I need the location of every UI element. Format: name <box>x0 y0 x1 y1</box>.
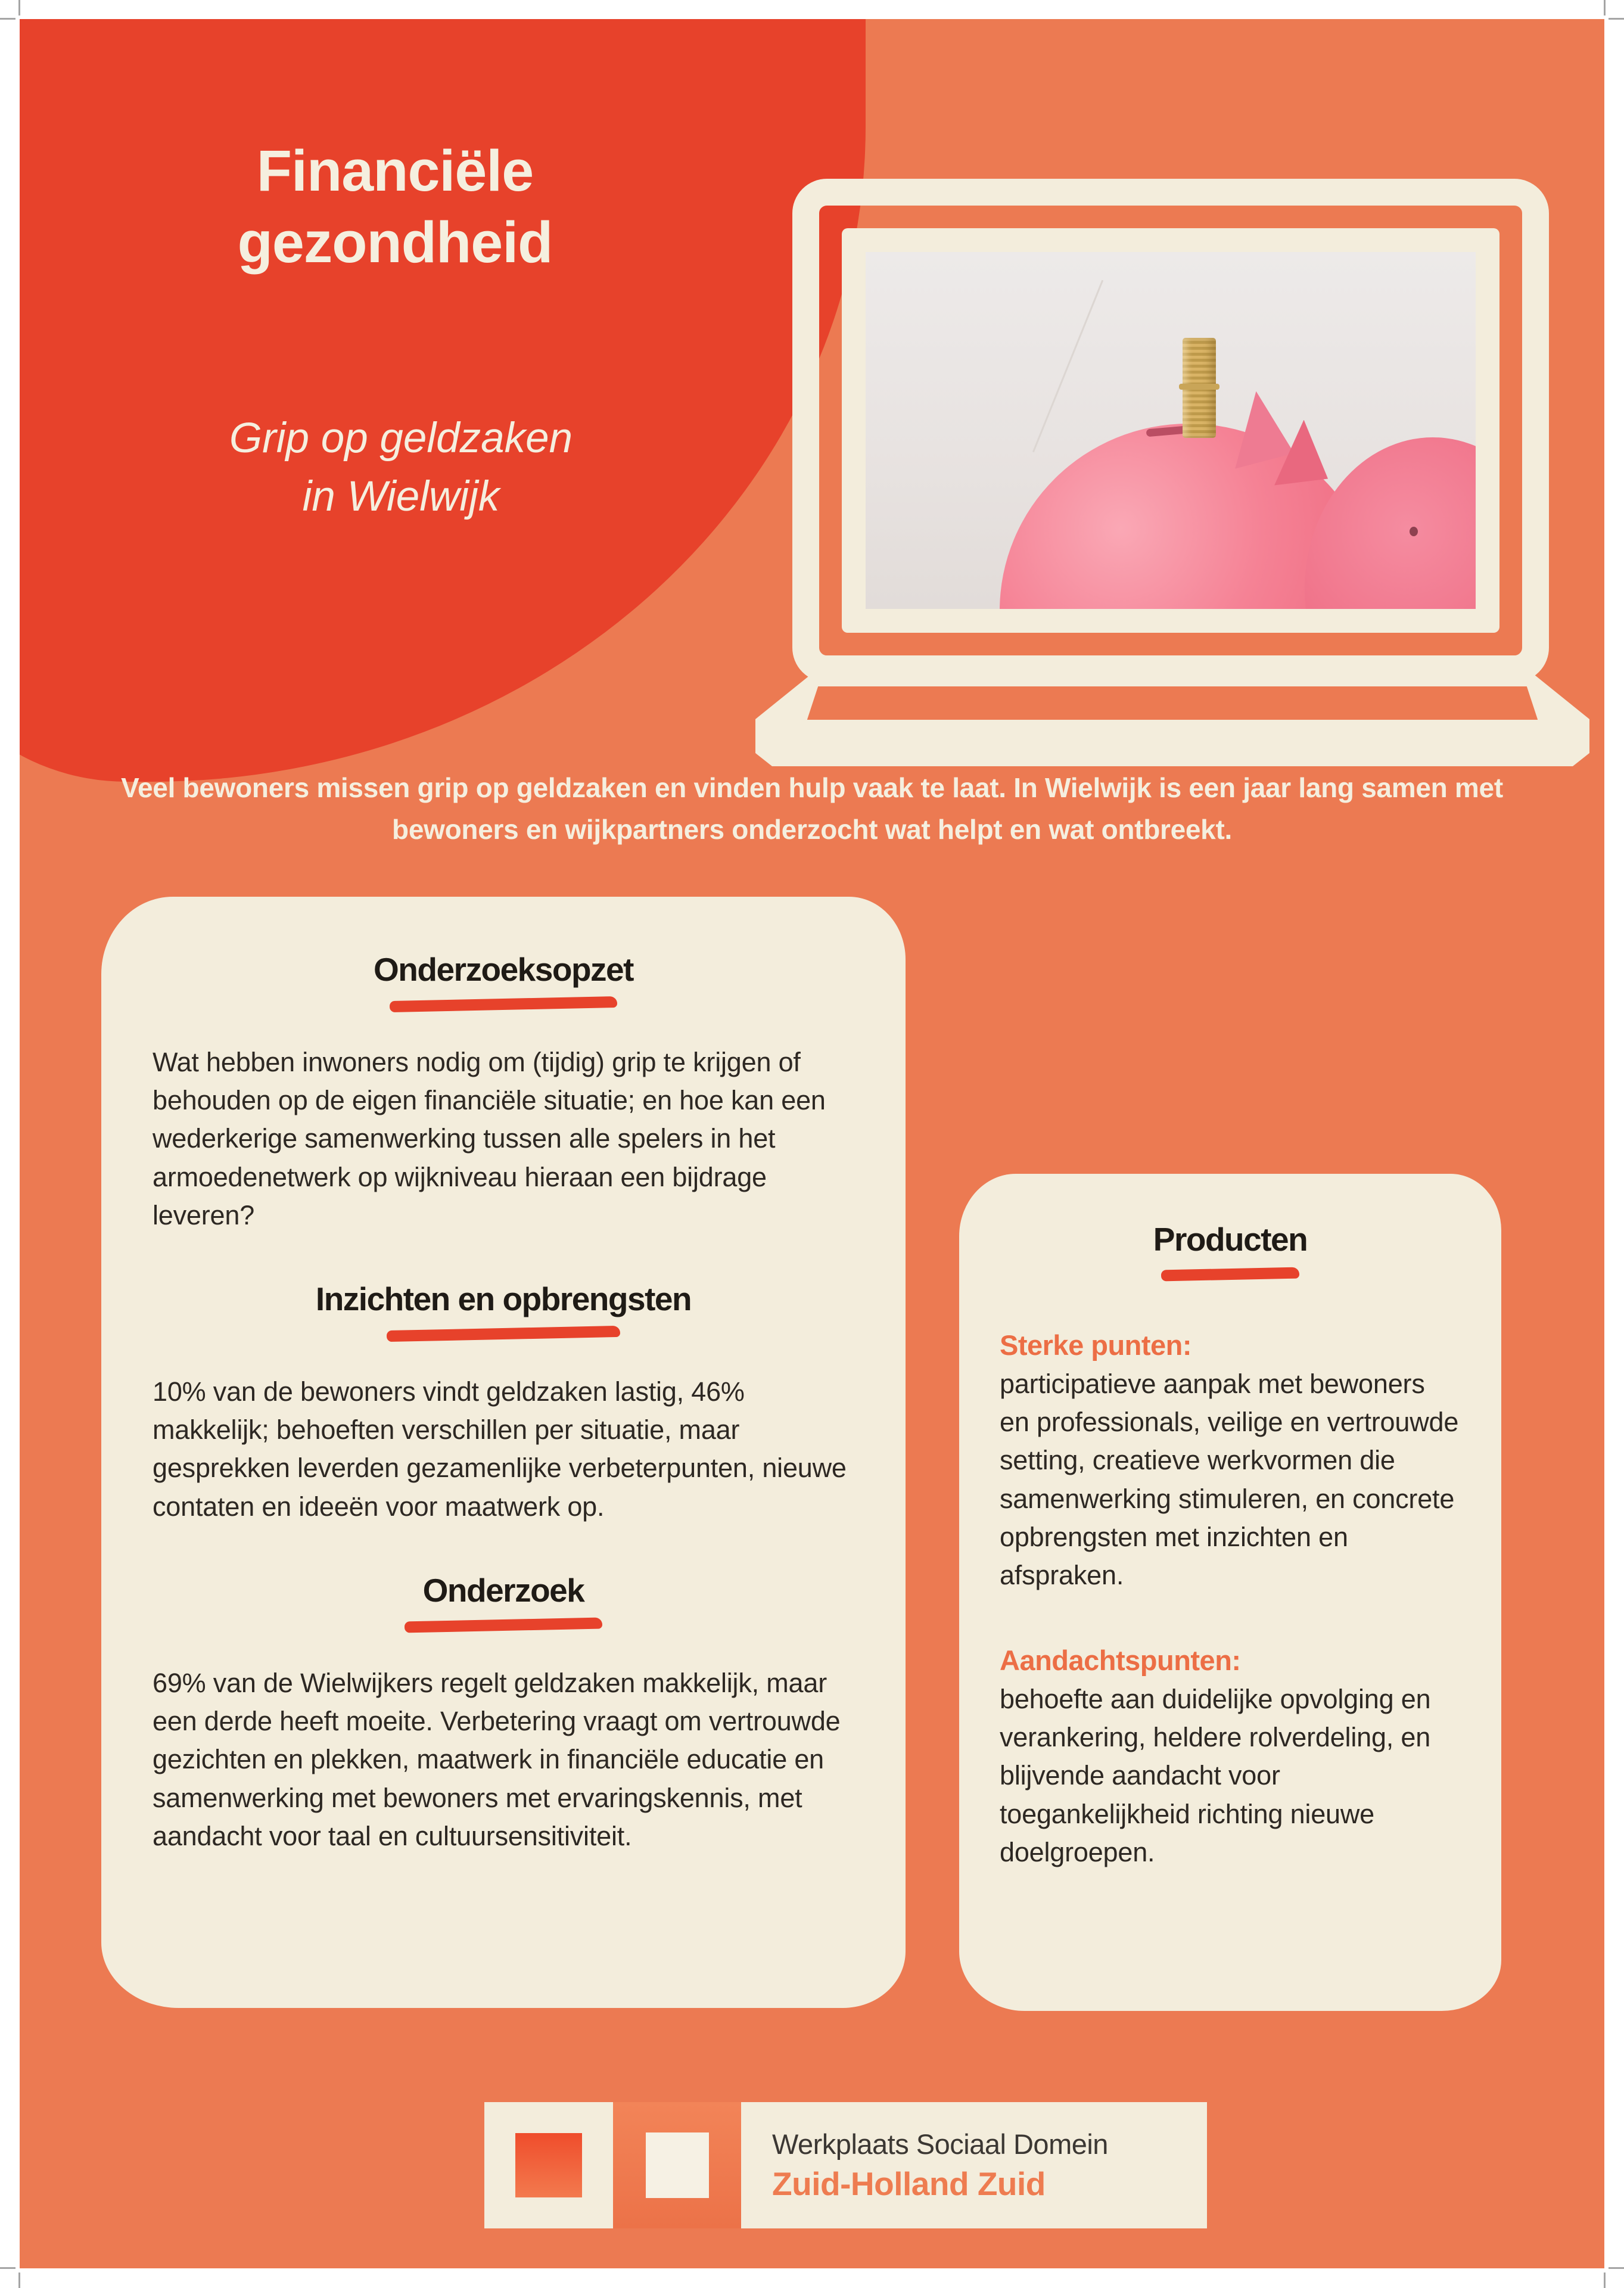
subsection-label: Sterke punten: <box>1000 1329 1192 1361</box>
crop-mark <box>1609 2267 1624 2269</box>
logo-block-orange <box>613 2102 741 2228</box>
section-heading: Producten <box>1153 1221 1308 1258</box>
logo-cream-square <box>646 2132 709 2198</box>
laptop-base <box>755 672 1589 766</box>
piggy-bank-face <box>1305 437 1476 609</box>
page-title-line2: gezondheid <box>237 210 553 275</box>
heading-underline <box>405 1617 602 1633</box>
section-body: Wat hebben inwoners nodig om (tijdig) grip te krijgen of behouden op de eigen financiële situatie; en hoe kan een wederkerige samenwerking tussen alle spelers in het armoedenetwerk op wijkniveau hieraan een bijdrage leveren? <box>153 1046 826 1230</box>
subsection-body: behoefte aan duidelijke opvolging en verankering, heldere rolverdeling, en blijvende aandacht voor toegankelijkheid richting nieuwe doelgroepen. <box>1000 1683 1431 1867</box>
section-heading: Onderzoek <box>422 1572 584 1609</box>
laptop-keyboard-slot <box>807 686 1538 720</box>
page-subtitle-line1: Grip op geldzaken <box>229 415 573 462</box>
org-name: Werkplaats Sociaal Domein <box>772 2128 1108 2160</box>
coin-stack-icon <box>1183 338 1216 438</box>
crop-mark <box>18 2273 20 2288</box>
products-box <box>959 1174 1501 2011</box>
crop-mark <box>18 0 20 15</box>
page-subtitle-line2: in Wielwijk <box>302 472 500 520</box>
crop-mark <box>0 2267 15 2269</box>
subsection-sterke-punten <box>1000 1329 1461 1595</box>
heading-underline <box>1161 1267 1299 1281</box>
subsection-label: Aandachtspunten: <box>1000 1644 1241 1676</box>
crop-mark <box>0 18 15 20</box>
logo-red-square <box>515 2133 582 2197</box>
section-body: 69% van de Wielwijkers regelt geldzaken makkelijk, maar een derde heeft moeite. Verbetering vraagt om vertrouwde gezichten en plekken, maatwerk in financiële educatie en samenwerking met bewoners met ervaringskennis, met aandacht voor taal en cultuursensitiviteit. <box>153 1667 841 1851</box>
heading-underline <box>387 1326 620 1342</box>
laptop-screen-frame <box>842 228 1499 633</box>
org-region: Zuid-Holland Zuid <box>772 2165 1046 2202</box>
wall-crack-line <box>1032 280 1103 453</box>
laptop-illustration <box>792 179 1549 682</box>
page-title <box>115 135 675 279</box>
page-subtitle <box>85 409 717 526</box>
piggy-bank-photo <box>866 252 1476 609</box>
section-heading: Onderzoeksopzet <box>374 951 633 988</box>
section-onderzoek <box>153 1572 854 1855</box>
logo-text-block <box>741 2102 1207 2228</box>
crop-mark <box>1604 2273 1606 2288</box>
crop-mark <box>1609 18 1624 20</box>
piggy-bank-eye <box>1410 527 1418 536</box>
page-title-line1: Financiële <box>256 138 534 203</box>
research-box <box>101 897 906 2008</box>
organization-logo <box>484 2102 1207 2228</box>
poster-content <box>20 19 1604 2268</box>
section-inzichten <box>153 1281 854 1526</box>
heading-underline <box>390 996 617 1012</box>
section-heading: Inzichten en opbrengsten <box>315 1280 692 1318</box>
subsection-aandachtspunten <box>1000 1644 1461 1872</box>
logo-block-cream <box>484 2102 613 2228</box>
section-body: 10% van de bewoners vindt geldzaken lastig, 46% makkelijk; behoeften verschillen per situatie, maar gesprekken leverden gezamenlijke verbeterpunten, nieuwe contaten en ideeën voor maatwerk op. <box>153 1376 847 1522</box>
intro-text: Veel bewoners missen grip op geldzaken en vinden hulp vaak te laat. In Wielwijk is een jaar lang samen met bewoners en wijkpartners onderzocht wat helpt en wat ontbreekt. <box>121 772 1503 845</box>
section-onderzoeksopzet <box>153 952 854 1235</box>
subsection-body: participatieve aanpak met bewoners en professionals, veilige en vertrouwde setting, creatieve werkvormen die samenwerking stimuleren, en concrete opbrengsten met inzichten en afspraken. <box>1000 1368 1459 1591</box>
red-blob-shape <box>20 19 866 782</box>
crop-mark <box>1604 0 1606 15</box>
